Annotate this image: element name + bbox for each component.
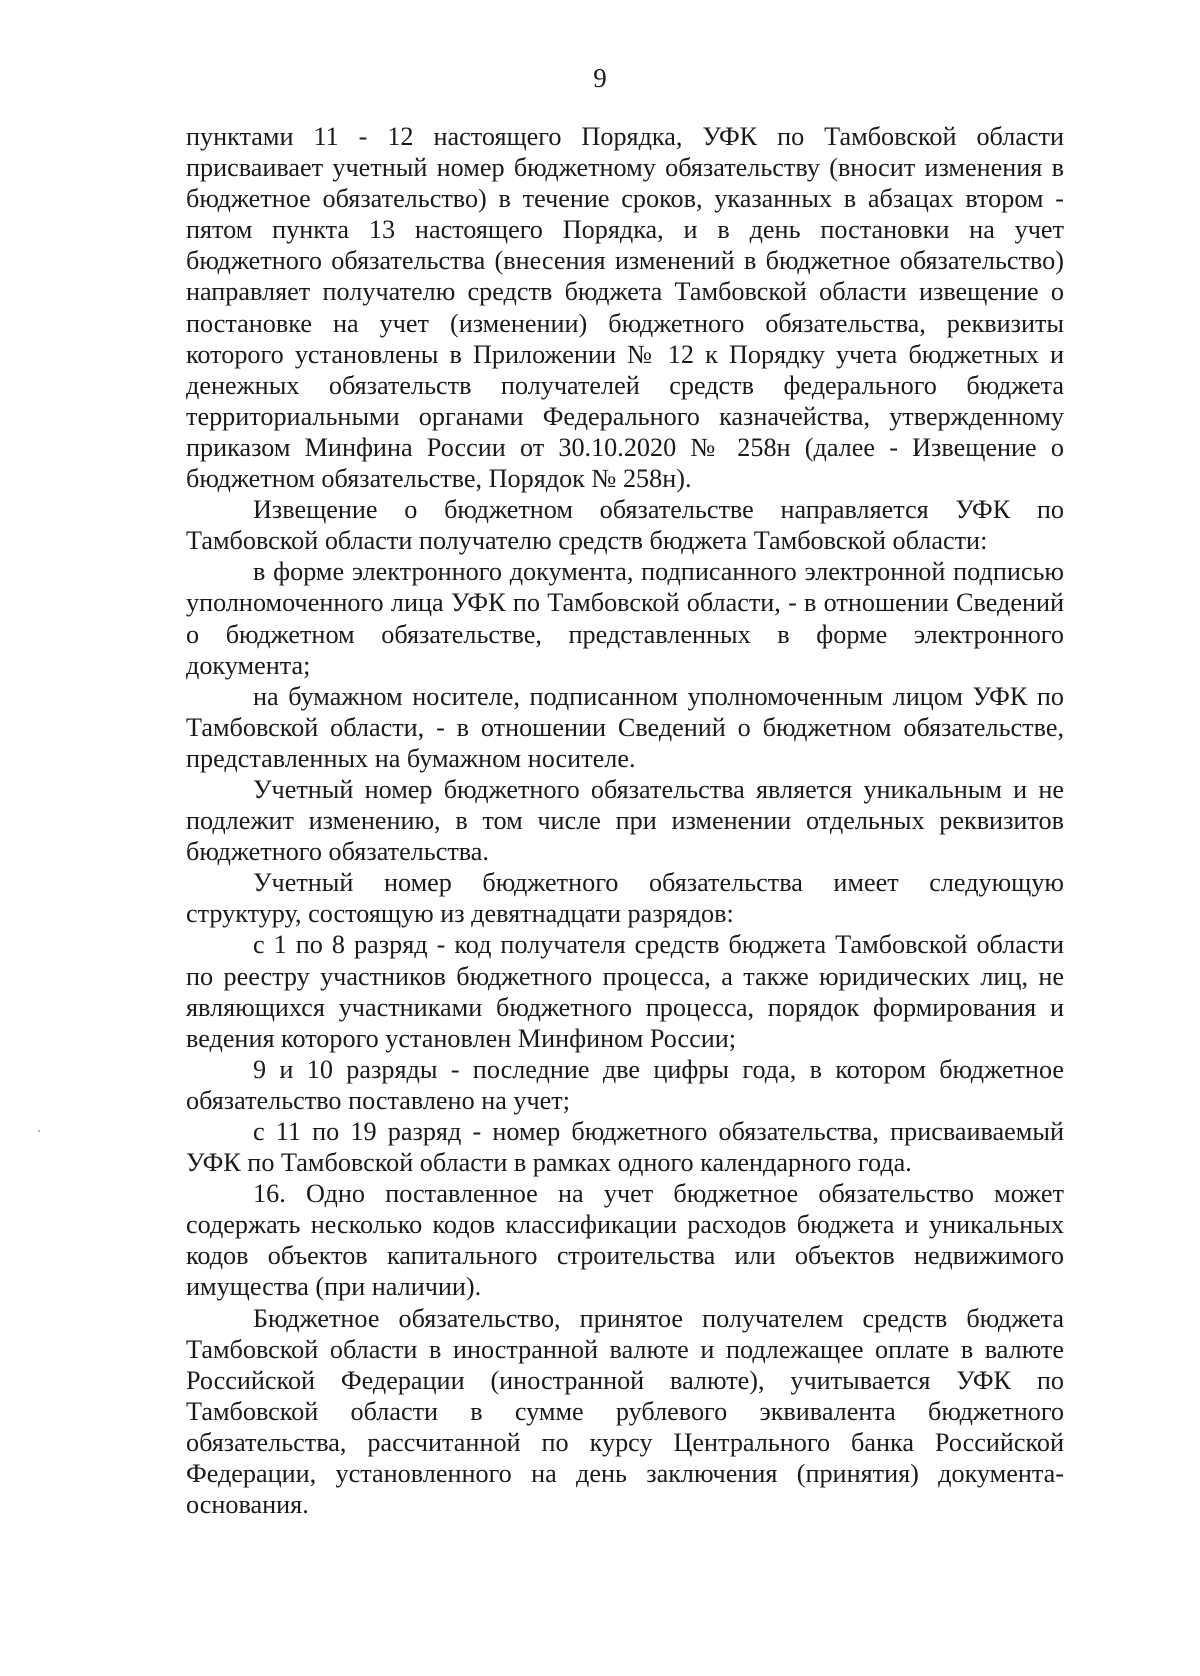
paragraph-item-16: 16. Одно поставленное на учет бюджетное обязательство может содержать несколько кодов классификации расходов бюджета и уникальных кодов объектов капитального строительства или объектов недвижимого имущества (при наличии). [186, 1179, 1064, 1302]
paragraph-foreign-currency: Бюджетное обязательство, принятое получателем средств бюджета Тамбовской области в иностранной валюте и подлежащее оплате в валюте Российской Федерации (иностранной валюте), учитывается УФК по Тамбовской области в сумме рублевого эквивалента бюджетного обязательства, рассчитанной по курсу Центрального банка Российской Федерации, установленного на день заключения (принятия) документа-основания. [186, 1303, 1064, 1520]
page-number: 9 [593, 63, 607, 93]
paragraph-continuation: пунктами 11 - 12 настоящего Порядка, УФК по Тамбовской области присваивает учетный номер бюджетному обязательству (вносит изменения в бюджетное обязательство) в течение сроков, указанных в абзацах втором - пятом пункта 13 настоящего Порядка, и в день постановки на учет бюджетного обязательства (внесения изменений в бюджетное обязательство) направляет получателю средств бюджета Тамбовской области извещение о постановке на учет (изменении) бюджетного обязательства, реквизиты которого установлены в Приложении № 12 к Порядку учета бюджетных и денежных обязательств получателей средств федерального бюджета территориальными органами Федерального казначейства, утвержденному приказом Минфина России от 30.10.2020 № 258н (далее - Извещение о бюджетном обязательстве, Порядок № 258н). [186, 122, 1064, 494]
document-body [186, 121, 1064, 1520]
scan-speck [38, 1130, 40, 1132]
paragraph-digits-11-19: с 11 по 19 разряд - номер бюджетного обязательства, присваиваемый УФК по Тамбовской области в рамках одного календарного года. [186, 1117, 1064, 1178]
paragraph-digits-1-8: с 1 по 8 разряд - код получателя средств бюджета Тамбовской области по реестру участников бюджетного процесса, а также юридических лиц, не являющихся участниками бюджетного процесса, порядок формирования и ведения которого установлен Минфином России; [186, 930, 1064, 1053]
paragraph-digits-9-10: 9 и 10 разряды - последние две цифры года, в котором бюджетное обязательство поставлено на учет; [186, 1054, 1064, 1115]
paragraph-unique-number: Учетный номер бюджетного обязательства является уникальным и не подлежит изменению, в том числе при изменении отдельных реквизитов бюджетного обязательства. [186, 774, 1064, 867]
paragraph-paper-form: на бумажном носителе, подписанном уполномоченным лицом УФК по Тамбовской области, - в отношении Сведений о бюджетном обязательстве, представленных на бумажном носителе. [186, 681, 1064, 773]
paragraph-notice-sending: Извещение о бюджетном обязательстве направляется УФК по Тамбовской области получателю средств бюджета Тамбовской области: [186, 495, 1064, 556]
paragraph-number-structure: Учетный номер бюджетного обязательства имеет следующую структуру, состоящую из девятнадцати разрядов: [186, 868, 1064, 929]
paragraph-electronic-form: в форме электронного документа, подписанного электронной подписью уполномоченного лица УФК по Тамбовской области, - в отношении Сведений о бюджетном обязательстве, представленных в форме электронного документа; [186, 557, 1064, 680]
